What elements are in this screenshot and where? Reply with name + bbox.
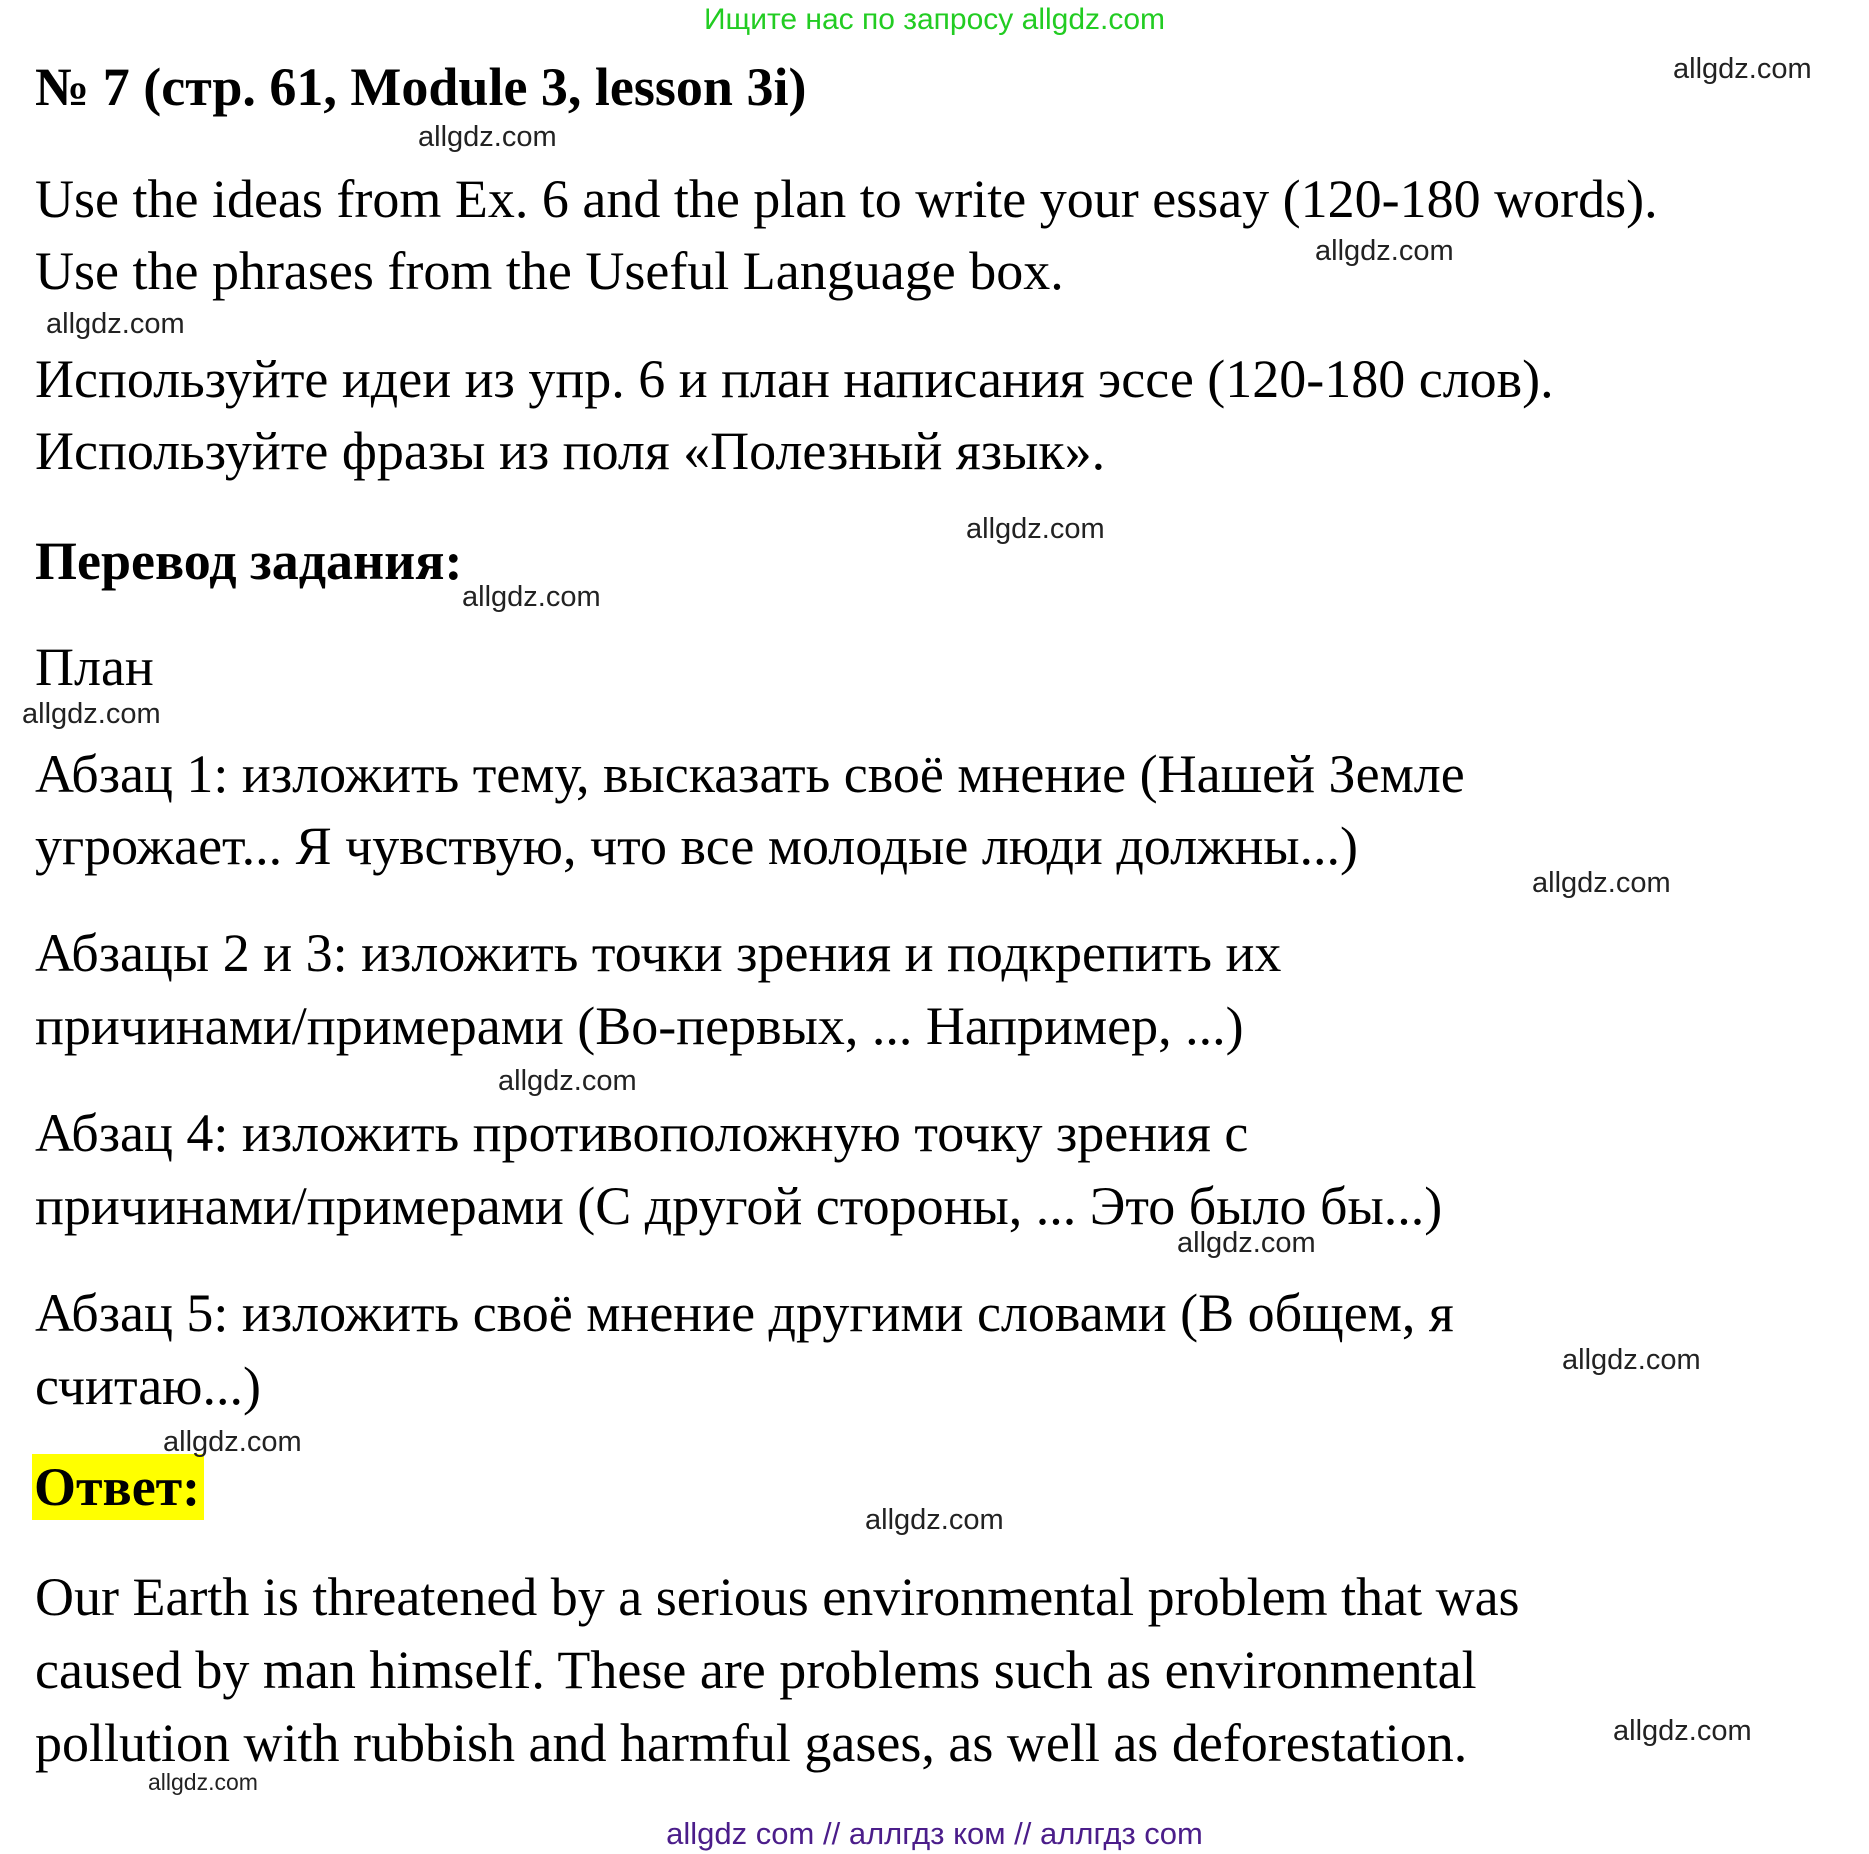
task-ru-line: Используйте фразы из поля «Полезный язык».: [35, 421, 1106, 481]
bottom-banner-part: аллгдз ком: [848, 1816, 1006, 1851]
bottom-banner-separator: //: [822, 1816, 841, 1851]
plan-paragraph-line: считаю...): [35, 1356, 261, 1416]
watermark: allgdz.com: [966, 513, 1105, 545]
answer-label: Ответ:: [32, 1454, 204, 1520]
bottom-banner-part: allgdz com: [666, 1816, 815, 1851]
watermark: allgdz.com: [46, 308, 185, 340]
watermark: allgdz.com: [1673, 53, 1812, 85]
watermark: allgdz.com: [1613, 1715, 1752, 1747]
plan-paragraph-line: Абзац 4: изложить противоположную точку зрения с: [35, 1103, 1249, 1163]
watermark: allgdz.com: [22, 698, 161, 730]
answer-line: pollution with rubbish and harmful gases, as well as deforestation.: [35, 1713, 1468, 1773]
plan-paragraph-line: Абзац 1: изложить тему, высказать своё мнение (Нашей Земле: [35, 744, 1465, 804]
watermark: allgdz.com: [1315, 235, 1454, 267]
watermark: allgdz.com: [1532, 867, 1671, 899]
answer-line: caused by man himself. These are problems such as environmental: [35, 1640, 1477, 1700]
top-search-banner: Ищите нас по запросу allgdz.com: [703, 3, 1166, 36]
plan-paragraph-line: угрожает... Я чувствую, что все молодые люди должны...): [35, 816, 1358, 876]
bottom-banner: [0, 1814, 1869, 1854]
task-ru-line: Используйте идеи из упр. 6 и план написания эссе (120-180 слов).: [35, 349, 1554, 409]
task-en-line: Use the phrases from the Useful Language box.: [35, 241, 1064, 301]
watermark: allgdz.com: [865, 1504, 1004, 1536]
watermark: allgdz.com: [418, 121, 557, 153]
plan-title: План: [35, 637, 154, 697]
watermark: allgdz.com: [1562, 1344, 1701, 1376]
bottom-banner-separator: //: [1014, 1816, 1032, 1851]
bottom-banner-part: аллгдз com: [1040, 1816, 1203, 1851]
plan-paragraph-line: Абзац 5: изложить своё мнение другими словами (В общем, я: [35, 1283, 1454, 1343]
watermark: allgdz.com: [1177, 1227, 1316, 1259]
watermark: allgdz.com: [163, 1426, 302, 1458]
translation-heading: Перевод задания:: [35, 531, 463, 591]
watermark: allgdz.com: [148, 1769, 258, 1795]
plan-paragraph-line: причинами/примерами (Во-первых, ... Например, ...): [35, 996, 1244, 1056]
answer-line: Our Earth is threatened by a serious environmental problem that was: [35, 1567, 1520, 1627]
watermark: allgdz.com: [462, 581, 601, 613]
task-en-line: Use the ideas from Ex. 6 and the plan to write your essay (120-180 words).: [35, 169, 1658, 229]
plan-paragraph-line: Абзацы 2 и 3: изложить точки зрения и подкрепить их: [35, 923, 1282, 983]
exercise-title: № 7 (стр. 61, Module 3, lesson 3i): [35, 57, 807, 117]
plan-paragraph-line: причинами/примерами (С другой стороны, ... Это было бы...): [35, 1176, 1443, 1236]
watermark: allgdz.com: [498, 1065, 637, 1097]
